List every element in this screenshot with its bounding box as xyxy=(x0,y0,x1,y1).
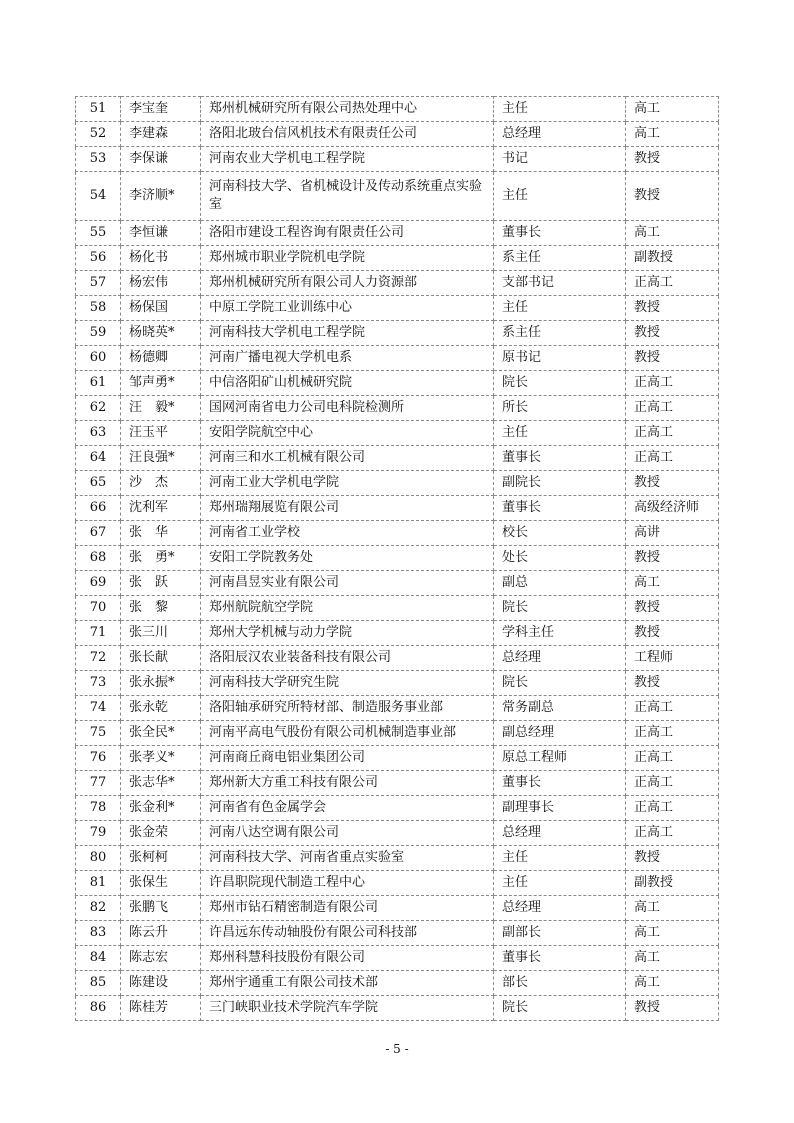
row-number-cell: 78 xyxy=(76,796,121,821)
position-cell: 主任 xyxy=(494,421,626,446)
table-row xyxy=(76,846,719,871)
organization-cell: 河南省有色金属学会 xyxy=(201,796,494,821)
row-number-cell: 59 xyxy=(76,321,121,346)
organization-cell: 郑州机械研究所有限公司热处理中心 xyxy=(201,97,494,122)
position-cell: 原总工程师 xyxy=(494,746,626,771)
organization-cell: 郑州航院航空学院 xyxy=(201,596,494,621)
organization-cell: 河南省工业学校 xyxy=(201,521,494,546)
professional-title-cell: 高工 xyxy=(626,946,719,971)
organization-cell: 许昌职院现代制造工程中心 xyxy=(201,871,494,896)
position-cell: 校长 xyxy=(494,521,626,546)
table-row xyxy=(76,821,719,846)
row-number-cell: 70 xyxy=(76,596,121,621)
organization-cell: 河南商丘商电铝业集团公司 xyxy=(201,746,494,771)
row-number-cell: 86 xyxy=(76,996,121,1021)
professional-title-cell: 正高工 xyxy=(626,421,719,446)
person-name-cell: 陈建设 xyxy=(121,971,201,996)
table-row xyxy=(76,971,719,996)
organization-cell: 河南昌昱实业有限公司 xyxy=(201,571,494,596)
professional-title-cell: 教授 xyxy=(626,996,719,1021)
table-row xyxy=(76,172,719,221)
position-cell: 常务副总 xyxy=(494,696,626,721)
row-number-cell: 52 xyxy=(76,122,121,147)
table-row xyxy=(76,321,719,346)
row-number-cell: 58 xyxy=(76,296,121,321)
professional-title-cell: 教授 xyxy=(626,671,719,696)
person-name-cell: 陈云升 xyxy=(121,921,201,946)
organization-cell: 洛阳辰汉农业装备科技有限公司 xyxy=(201,646,494,671)
position-cell: 院长 xyxy=(494,996,626,1021)
position-cell: 副部长 xyxy=(494,921,626,946)
organization-cell: 洛阳轴承研究所特材部、制造服务事业部 xyxy=(201,696,494,721)
table-row xyxy=(76,721,719,746)
row-number-cell: 83 xyxy=(76,921,121,946)
organization-cell: 郑州大学机械与动力学院 xyxy=(201,621,494,646)
person-name-cell: 杨晓英* xyxy=(121,321,201,346)
professional-title-cell: 教授 xyxy=(626,621,719,646)
person-name-cell: 张柯柯 xyxy=(121,846,201,871)
person-name-cell: 陈志宏 xyxy=(121,946,201,971)
position-cell: 主任 xyxy=(494,296,626,321)
position-cell: 总经理 xyxy=(494,122,626,147)
person-name-cell: 李保谦 xyxy=(121,147,201,172)
person-name-cell: 李建森 xyxy=(121,122,201,147)
row-number-cell: 72 xyxy=(76,646,121,671)
table-row xyxy=(76,97,719,122)
professional-title-cell: 正高工 xyxy=(626,771,719,796)
organization-cell: 中信洛阳矿山机械研究院 xyxy=(201,371,494,396)
table-row xyxy=(76,546,719,571)
organization-cell: 郑州城市职业学院机电学院 xyxy=(201,246,494,271)
table-row xyxy=(76,147,719,172)
professional-title-cell: 高讲 xyxy=(626,521,719,546)
professional-title-cell: 副教授 xyxy=(626,246,719,271)
position-cell: 董事长 xyxy=(494,771,626,796)
person-name-cell: 张金荣 xyxy=(121,821,201,846)
roster-body xyxy=(76,97,719,1021)
person-name-cell: 沙 杰 xyxy=(121,471,201,496)
table-row xyxy=(76,896,719,921)
row-number-cell: 71 xyxy=(76,621,121,646)
table-row xyxy=(76,871,719,896)
person-name-cell: 张 跃 xyxy=(121,571,201,596)
person-name-cell: 张 华 xyxy=(121,521,201,546)
row-number-cell: 53 xyxy=(76,147,121,172)
professional-title-cell: 高工 xyxy=(626,221,719,246)
table-row xyxy=(76,221,719,246)
organization-cell: 洛阳北玻台信风机技术有限责任公司 xyxy=(201,122,494,147)
row-number-cell: 62 xyxy=(76,396,121,421)
professional-title-cell: 正高工 xyxy=(626,271,719,296)
table-row xyxy=(76,396,719,421)
position-cell: 学科主任 xyxy=(494,621,626,646)
person-name-cell: 李恒谦 xyxy=(121,221,201,246)
professional-title-cell: 正高工 xyxy=(626,371,719,396)
row-number-cell: 68 xyxy=(76,546,121,571)
professional-title-cell: 教授 xyxy=(626,546,719,571)
row-number-cell: 67 xyxy=(76,521,121,546)
professional-title-cell: 高级经济师 xyxy=(626,496,719,521)
professional-title-cell: 正高工 xyxy=(626,821,719,846)
table-row xyxy=(76,596,719,621)
organization-cell: 河南三和水工机械有限公司 xyxy=(201,446,494,471)
table-row xyxy=(76,296,719,321)
position-cell: 副理事长 xyxy=(494,796,626,821)
professional-title-cell: 正高工 xyxy=(626,721,719,746)
organization-cell: 国网河南省电力公司电科院检测所 xyxy=(201,396,494,421)
table-row xyxy=(76,346,719,371)
table-row xyxy=(76,946,719,971)
row-number-cell: 74 xyxy=(76,696,121,721)
position-cell: 处长 xyxy=(494,546,626,571)
row-number-cell: 81 xyxy=(76,871,121,896)
professional-title-cell: 教授 xyxy=(626,172,719,221)
row-number-cell: 64 xyxy=(76,446,121,471)
row-number-cell: 76 xyxy=(76,746,121,771)
table-row xyxy=(76,696,719,721)
row-number-cell: 61 xyxy=(76,371,121,396)
table-row xyxy=(76,371,719,396)
person-name-cell: 杨保国 xyxy=(121,296,201,321)
professional-title-cell: 高工 xyxy=(626,921,719,946)
person-name-cell: 李宝奎 xyxy=(121,97,201,122)
position-cell: 总经理 xyxy=(494,821,626,846)
row-number-cell: 79 xyxy=(76,821,121,846)
position-cell: 支部书记 xyxy=(494,271,626,296)
position-cell: 董事长 xyxy=(494,446,626,471)
table-row xyxy=(76,621,719,646)
table-row xyxy=(76,496,719,521)
professional-title-cell: 工程师 xyxy=(626,646,719,671)
organization-cell: 安阳工学院教务处 xyxy=(201,546,494,571)
person-name-cell: 张 勇* xyxy=(121,546,201,571)
table-row xyxy=(76,921,719,946)
organization-cell: 三门峡职业技术学院汽车学院 xyxy=(201,996,494,1021)
table-row xyxy=(76,746,719,771)
person-name-cell: 陈桂芳 xyxy=(121,996,201,1021)
person-name-cell: 张全民* xyxy=(121,721,201,746)
person-name-cell: 张金利* xyxy=(121,796,201,821)
row-number-cell: 60 xyxy=(76,346,121,371)
organization-cell: 郑州市钻石精密制造有限公司 xyxy=(201,896,494,921)
table-row xyxy=(76,446,719,471)
row-number-cell: 63 xyxy=(76,421,121,446)
table-row xyxy=(76,996,719,1021)
table-row xyxy=(76,421,719,446)
organization-cell: 河南科技大学机电工程学院 xyxy=(201,321,494,346)
row-number-cell: 77 xyxy=(76,771,121,796)
row-number-cell: 84 xyxy=(76,946,121,971)
professional-title-cell: 高工 xyxy=(626,97,719,122)
professional-title-cell: 高工 xyxy=(626,122,719,147)
professional-title-cell: 正高工 xyxy=(626,446,719,471)
professional-title-cell: 教授 xyxy=(626,346,719,371)
professional-title-cell: 高工 xyxy=(626,896,719,921)
table-row xyxy=(76,521,719,546)
position-cell: 院长 xyxy=(494,596,626,621)
professional-title-cell: 高工 xyxy=(626,971,719,996)
row-number-cell: 51 xyxy=(76,97,121,122)
organization-cell: 安阳学院航空中心 xyxy=(201,421,494,446)
position-cell: 系主任 xyxy=(494,321,626,346)
organization-cell: 河南农业大学机电工程学院 xyxy=(201,147,494,172)
position-cell: 副总经理 xyxy=(494,721,626,746)
position-cell: 所长 xyxy=(494,396,626,421)
position-cell: 主任 xyxy=(494,97,626,122)
professional-title-cell: 正高工 xyxy=(626,746,719,771)
person-name-cell: 邹声勇* xyxy=(121,371,201,396)
position-cell: 院长 xyxy=(494,371,626,396)
table-row xyxy=(76,271,719,296)
organization-cell: 河南八达空调有限公司 xyxy=(201,821,494,846)
person-name-cell: 汪良强* xyxy=(121,446,201,471)
row-number-cell: 73 xyxy=(76,671,121,696)
professional-title-cell: 正高工 xyxy=(626,696,719,721)
organization-cell: 郑州瑞翔展览有限公司 xyxy=(201,496,494,521)
person-name-cell: 沈利军 xyxy=(121,496,201,521)
row-number-cell: 75 xyxy=(76,721,121,746)
position-cell: 部长 xyxy=(494,971,626,996)
organization-cell: 洛阳市建设工程咨询有限责任公司 xyxy=(201,221,494,246)
table-row xyxy=(76,571,719,596)
professional-title-cell: 教授 xyxy=(626,596,719,621)
table-row xyxy=(76,471,719,496)
professional-title-cell: 教授 xyxy=(626,296,719,321)
professional-title-cell: 正高工 xyxy=(626,396,719,421)
row-number-cell: 54 xyxy=(76,172,121,221)
position-cell: 董事长 xyxy=(494,221,626,246)
professional-title-cell: 副教授 xyxy=(626,871,719,896)
table-row xyxy=(76,796,719,821)
position-cell: 总经理 xyxy=(494,646,626,671)
position-cell: 副总 xyxy=(494,571,626,596)
organization-cell: 河南平高电气股份有限公司机械制造事业部 xyxy=(201,721,494,746)
professional-title-cell: 教授 xyxy=(626,321,719,346)
organization-cell: 郑州宇通重工有限公司技术部 xyxy=(201,971,494,996)
organization-cell: 郑州科慧科技股份有限公司 xyxy=(201,946,494,971)
row-number-cell: 69 xyxy=(76,571,121,596)
row-number-cell: 82 xyxy=(76,896,121,921)
roster-table xyxy=(75,96,719,1021)
position-cell: 董事长 xyxy=(494,946,626,971)
professional-title-cell: 高工 xyxy=(626,571,719,596)
person-name-cell: 张三川 xyxy=(121,621,201,646)
row-number-cell: 65 xyxy=(76,471,121,496)
position-cell: 董事长 xyxy=(494,496,626,521)
professional-title-cell: 教授 xyxy=(626,846,719,871)
person-name-cell: 张孝义* xyxy=(121,746,201,771)
person-name-cell: 李济顺* xyxy=(121,172,201,221)
position-cell: 系主任 xyxy=(494,246,626,271)
organization-cell: 郑州机械研究所有限公司人力资源部 xyxy=(201,271,494,296)
position-cell: 主任 xyxy=(494,846,626,871)
person-name-cell: 张鹏飞 xyxy=(121,896,201,921)
organization-cell: 郑州新大方重工科技有限公司 xyxy=(201,771,494,796)
position-cell: 书记 xyxy=(494,147,626,172)
person-name-cell: 张永乾 xyxy=(121,696,201,721)
position-cell: 副院长 xyxy=(494,471,626,496)
row-number-cell: 66 xyxy=(76,496,121,521)
organization-cell: 河南工业大学机电学院 xyxy=(201,471,494,496)
organization-cell: 许昌远东传动轴股份有限公司科技部 xyxy=(201,921,494,946)
person-name-cell: 杨宏伟 xyxy=(121,271,201,296)
position-cell: 总经理 xyxy=(494,896,626,921)
organization-cell: 河南科技大学、省机械设计及传动系统重点实验室 xyxy=(201,172,494,221)
organization-cell: 河南科技大学、河南省重点实验室 xyxy=(201,846,494,871)
position-cell: 院长 xyxy=(494,671,626,696)
position-cell: 主任 xyxy=(494,172,626,221)
table-row xyxy=(76,646,719,671)
organization-cell: 中原工学院工业训练中心 xyxy=(201,296,494,321)
organization-cell: 河南广播电视大学机电系 xyxy=(201,346,494,371)
person-name-cell: 汪 毅* xyxy=(121,396,201,421)
row-number-cell: 85 xyxy=(76,971,121,996)
row-number-cell: 55 xyxy=(76,221,121,246)
person-name-cell: 张志华* xyxy=(121,771,201,796)
row-number-cell: 80 xyxy=(76,846,121,871)
person-name-cell: 张长献 xyxy=(121,646,201,671)
person-name-cell: 张 黎 xyxy=(121,596,201,621)
professional-title-cell: 教授 xyxy=(626,147,719,172)
person-name-cell: 杨化书 xyxy=(121,246,201,271)
position-cell: 原书记 xyxy=(494,346,626,371)
professional-title-cell: 正高工 xyxy=(626,796,719,821)
person-name-cell: 汪玉平 xyxy=(121,421,201,446)
page-number: - 5 - xyxy=(385,1042,409,1056)
professional-title-cell: 教授 xyxy=(626,471,719,496)
organization-cell: 河南科技大学研究生院 xyxy=(201,671,494,696)
person-name-cell: 杨德卿 xyxy=(121,346,201,371)
position-cell: 主任 xyxy=(494,871,626,896)
person-name-cell: 张永振* xyxy=(121,671,201,696)
row-number-cell: 56 xyxy=(76,246,121,271)
row-number-cell: 57 xyxy=(76,271,121,296)
table-row xyxy=(76,671,719,696)
person-name-cell: 张保生 xyxy=(121,871,201,896)
table-row xyxy=(76,771,719,796)
table-row xyxy=(76,122,719,147)
table-row xyxy=(76,246,719,271)
